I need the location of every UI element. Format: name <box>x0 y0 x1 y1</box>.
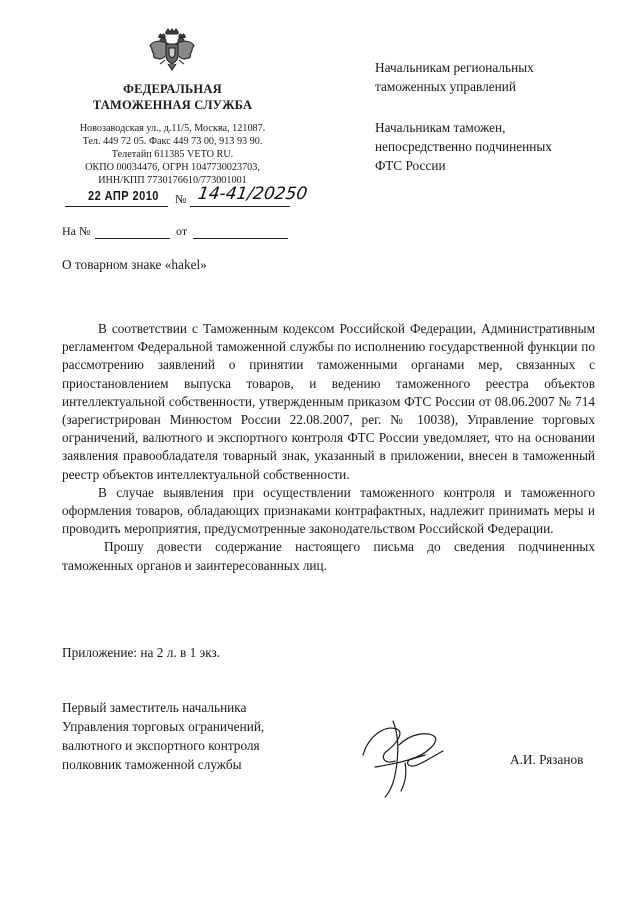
letter-number: 14-41/20250 <box>196 184 309 204</box>
org-name-line2: ТАМОЖЕННАЯ СЛУЖБА <box>92 98 253 112</box>
letter-date: 22 АПР 2010 <box>88 188 159 203</box>
recipient-line: Начальникам региональных <box>375 60 534 75</box>
address-line: Тел. 449 72 05. Факс 449 73 00, 913 93 90. <box>82 136 263 147</box>
in-reply-underline <box>95 238 170 239</box>
recipient-line: ФТС России <box>375 158 446 173</box>
address-line: Новозаводская ул., д.11/5, Москва, 121087. <box>79 123 266 134</box>
double-headed-eagle-emblem-icon <box>147 26 197 74</box>
org-name-line1: ФЕДЕРАЛЬНАЯ <box>123 82 222 96</box>
number-underline <box>190 206 290 207</box>
signer-name: А.И. Рязанов <box>510 752 584 767</box>
number-label: № <box>175 192 187 206</box>
from-label: от <box>176 224 188 238</box>
date-underline <box>65 206 168 207</box>
in-reply-label: На № <box>62 224 91 238</box>
address-line: Телетайп 611385 VETO RU. <box>111 149 234 160</box>
address-line: ИНН/КПП 7730176610/773001001 <box>98 175 247 186</box>
position-line: Первый заместитель начальника <box>62 700 247 715</box>
body-paragraph-2: В случае выявления при осуществлении таможенного контроля и таможенного оформления товаров, обладающих признаками контрафактных, надлежит принимать меры и проводить мероприятия, предусмотренные законодательством Российской Федерации. <box>62 484 595 537</box>
recipient-group-regional <box>375 58 534 96</box>
recipient-group-customs <box>375 118 552 175</box>
body-paragraph-3: Прошу довести содержание настоящего письма до сведения подчиненных таможенных органов и заинтересованных лиц. <box>62 539 595 573</box>
position-line: Управления торговых ограничений, <box>62 719 265 734</box>
org-address-block <box>55 122 290 187</box>
attachment-note: Приложение: на 2 л. в 1 экз. <box>62 645 221 660</box>
position-line: валютного и экспортного контроля <box>62 738 260 753</box>
handwritten-signature <box>355 715 450 800</box>
signer-position <box>62 698 264 774</box>
letter-body <box>62 320 595 575</box>
position-line: полковник таможенной службы <box>62 757 242 772</box>
body-paragraph-1: В соответствии с Таможенным кодексом Российской Федерации, Административным регламентом Федеральной таможенной службы по исполнению государственной функции по рассмотрению заявлений о принятии таможенными органами мер, связанных с приостановлением выпуска товаров, и ведению таможенного реестра объектов интеллектуальной собственности, утвержденным приказом ФТС России от 08.06.2007 № 714 (зарегистрирован Минюстом России 22.08.2007, рег. № 10038), Управление торговых ограничений, валютного и экспортного контроля ФТС России уведомляет, что на основании заявления правообладателя товарный знак, указанный в приложении, внесен в таможенный реестр объектов интеллектуальной собственности. <box>62 321 595 482</box>
recipient-line: непосредственно подчиненных <box>375 139 552 154</box>
from-underline <box>193 238 288 239</box>
recipient-line: таможенных управлений <box>375 79 516 94</box>
recipient-line: Начальникам таможен, <box>375 120 506 135</box>
address-line: ОКПО 00034476, ОГРН 1047730023703, <box>85 162 260 173</box>
letter-subject: О товарном знаке «hakel» <box>62 257 207 272</box>
